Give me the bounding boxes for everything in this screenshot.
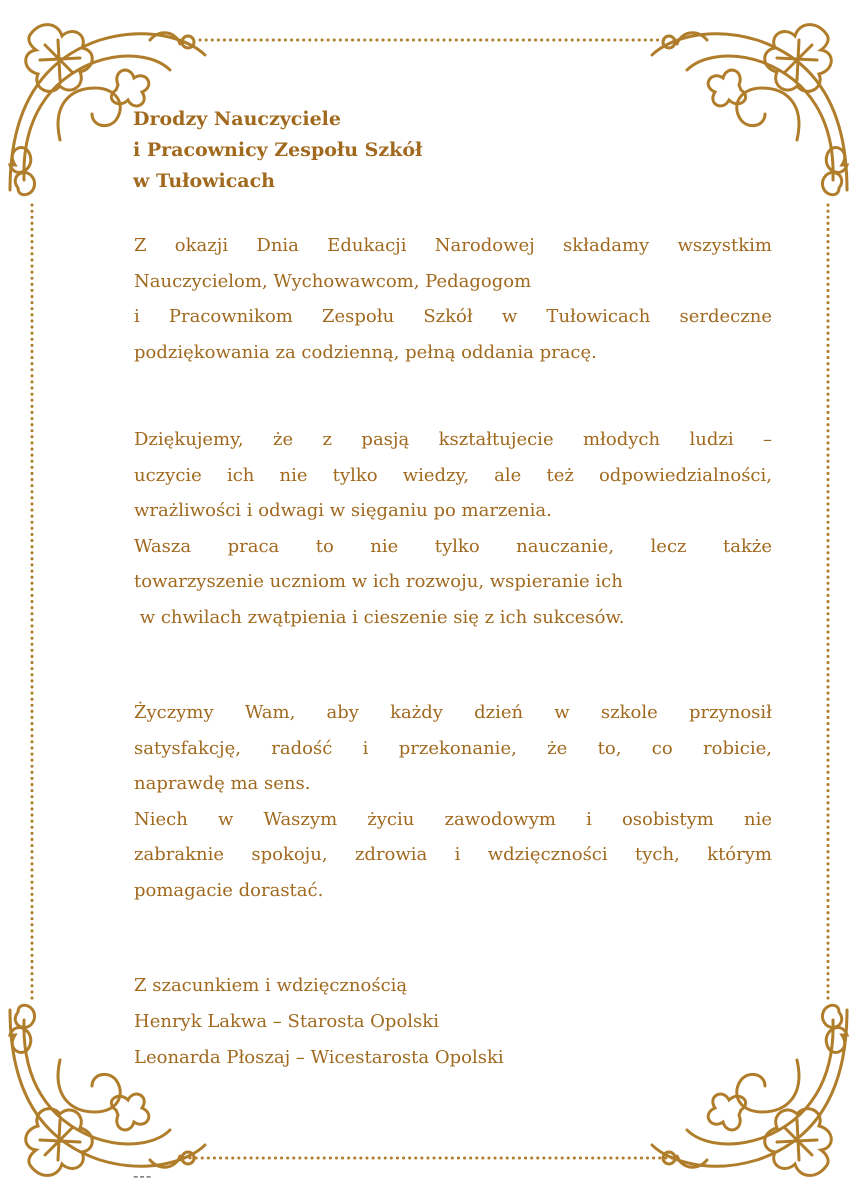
signer-name: Henryk Lakwa – Starosta Opolski: [134, 1011, 439, 1032]
text-line: Niech w Waszym życiu zawodowym i osobistym nie: [134, 808, 772, 830]
signer-name: Leonarda Płoszaj – Wicestarosta Opolski: [134, 1047, 504, 1068]
heading-line: i Pracownicy Zespołu Szkół: [133, 139, 423, 161]
text-line: podziękowania za codzienną, pełną oddania pracę.: [134, 341, 597, 363]
text-line: zabraknie spokoju, zdrowia i wdzięczności tych, którym: [134, 844, 772, 865]
separator-mark: ---: [133, 1166, 153, 1185]
text-line: Wasza praca to nie tylko nauczanie, lecz także: [134, 535, 772, 557]
paragraph-wishes: [134, 695, 772, 908]
text-line: w chwilach zwątpienia i cieszenie się z ich sukcesów.: [134, 606, 625, 628]
heading-line: w Tułowicach: [133, 170, 275, 192]
text-line: Dziękujemy, że z pasją kształtujecie młodych ludzi –: [134, 429, 772, 450]
paragraph-thanks: [134, 422, 772, 635]
corner-flourish-icon: [652, 25, 847, 195]
text-line: towarzyszenie uczniom w ich rozwoju, wspieranie ich: [134, 571, 623, 592]
paragraph-greeting: [134, 228, 772, 370]
signature-block: [134, 968, 772, 1076]
text-line: uczycie ich nie tylko wiedzy, ale też odpowiedzialności,: [134, 464, 772, 486]
closing-line: Z szacunkiem i wdzięcznością: [134, 975, 408, 996]
text-line: wrażliwości i odwagi w sięganiu po marzenia.: [134, 500, 552, 521]
text-line: naprawdę ma sens.: [134, 773, 311, 794]
text-line: Nauczycielom, Wychowawcom, Pedagogom: [134, 270, 532, 292]
heading-line: Drodzy Nauczyciele: [133, 108, 341, 130]
text-line: satysfakcję, radość i przekonanie, że to, co robicie,: [134, 737, 772, 759]
text-line: i Pracownikom Zespołu Szkół w Tułowicach serdeczne: [134, 306, 772, 327]
text-line: Życzymy Wam, aby każdy dzień w szkole przynosił: [134, 702, 772, 723]
text-line: pomagacie dorastać.: [134, 879, 324, 901]
letter-heading: [133, 104, 422, 197]
text-line: Z okazji Dnia Edukacji Narodowej składamy wszystkim: [134, 235, 772, 256]
